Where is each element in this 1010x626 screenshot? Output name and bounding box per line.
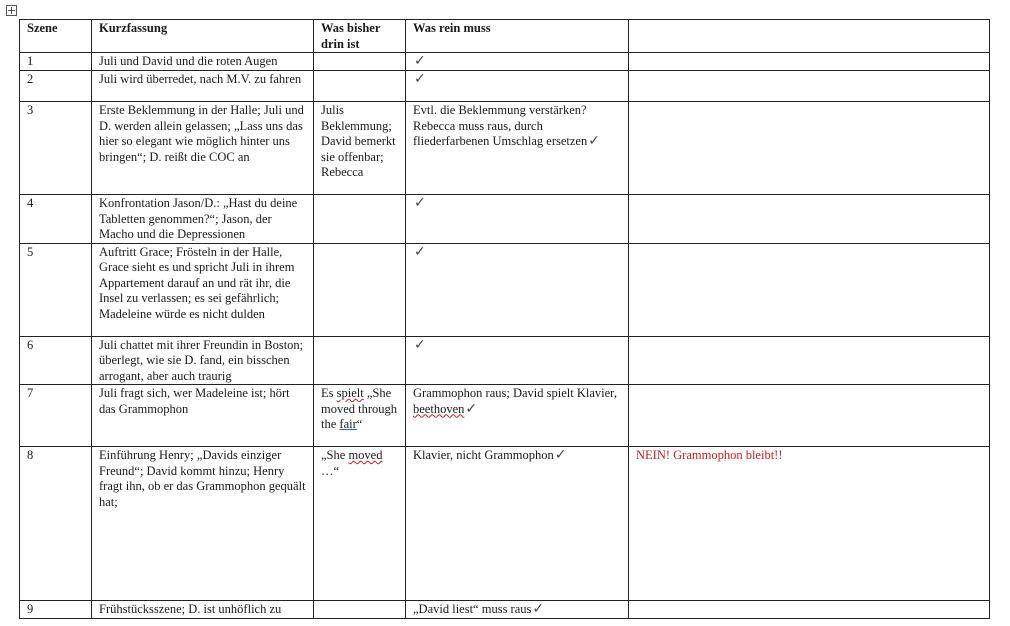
check-icon: ✓ (414, 336, 426, 353)
note-cell[interactable] (629, 102, 990, 195)
table-row (20, 102, 990, 195)
summary-cell[interactable]: Einführung Henry; „Davids einziger Freund“; David kommt hinzu; Henry fragt ihn, ob er das Grammophon gequält hat; (92, 447, 314, 601)
table-row (20, 447, 990, 601)
required-text: Grammophon raus; David spielt Klavier, (413, 386, 617, 400)
required-cell[interactable] (406, 447, 629, 601)
table-move-handle-icon[interactable] (6, 5, 17, 16)
check-icon: ✓ (588, 133, 600, 149)
table-row (20, 195, 990, 244)
scene-number[interactable]: 5 (20, 243, 92, 336)
summary-cell[interactable]: Juli chattet mit ihrer Freundin in Boston; überlegt, wie sie D. fand, ein bisschen arrogant, aber auch traurig (92, 336, 314, 385)
summary-cell[interactable]: Erste Beklemmung in der Halle; Juli und D. werden allein gelassen; „Lass uns das hier so elegant wie möglich hinter uns bringen“; D. reißt die COC an (92, 102, 314, 195)
summary-cell[interactable]: Juli wird überredet, nach M.V. zu fahren (92, 71, 314, 102)
note-cell[interactable] (629, 195, 990, 244)
header-row (20, 20, 990, 53)
header-was-bisher: Was bisher drin ist (314, 20, 406, 53)
existing-cell[interactable] (314, 601, 406, 619)
required-cell[interactable] (406, 243, 629, 336)
required-cell[interactable] (406, 53, 629, 71)
note-cell[interactable]: NEIN! Grammophon bleibt!! (629, 447, 990, 601)
summary-cell[interactable]: Frühstücksszene; D. ist unhöflich zu (92, 601, 314, 619)
existing-cell[interactable] (314, 385, 406, 447)
existing-text: …“ (321, 463, 340, 478)
existing-cell[interactable] (314, 195, 406, 244)
scene-number[interactable]: 7 (20, 385, 92, 447)
required-cell[interactable] (406, 195, 629, 244)
scene-number[interactable]: 8 (20, 447, 92, 601)
required-cell[interactable] (406, 102, 629, 195)
check-icon: ✓ (414, 53, 426, 69)
existing-cell[interactable] (314, 243, 406, 336)
required-text: Klavier, nicht Grammophon (413, 448, 554, 462)
grammar-word: fair (339, 417, 357, 431)
note-cell[interactable] (629, 53, 990, 71)
header-kurzfassung: Kurzfassung (92, 20, 314, 53)
required-cell[interactable] (406, 336, 629, 385)
table-row (20, 385, 990, 447)
required-cell[interactable] (406, 385, 629, 447)
required-text: Evtl. die Beklemmung verstärken? Rebecca muss raus, durch fliederfarbenen Umschlag ersetzen (413, 103, 588, 148)
table-row (20, 53, 990, 71)
header-extra (629, 20, 990, 53)
summary-cell[interactable]: Juli und David und die roten Augen (92, 53, 314, 71)
scene-number[interactable]: 3 (20, 102, 92, 195)
existing-cell[interactable] (314, 71, 406, 102)
check-icon: ✓ (554, 447, 567, 463)
existing-text: „She (321, 448, 349, 462)
required-cell[interactable] (406, 601, 629, 619)
required-cell[interactable] (406, 71, 629, 102)
header-szene: Szene (20, 20, 92, 53)
existing-cell[interactable] (314, 53, 406, 71)
summary-cell[interactable]: Juli fragt sich, wer Madeleine ist; hört das Grammophon (92, 385, 314, 447)
table-row (20, 243, 990, 336)
scene-number[interactable]: 1 (20, 53, 92, 71)
existing-cell[interactable] (314, 336, 406, 385)
check-icon: ✓ (532, 601, 545, 617)
scene-table (19, 19, 990, 619)
scene-number[interactable]: 2 (20, 71, 92, 102)
summary-cell[interactable]: Auftritt Grace; Frösteln in der Halle, Grace sieht es und spricht Juli in ihrem Appartement darauf an und rät ihr, die Insel zu verlassen; es sei gefährlich; Madeleine würde es nicht dulden (92, 243, 314, 336)
existing-text: “ (356, 417, 363, 431)
scene-number[interactable]: 9 (20, 601, 92, 619)
existing-cell[interactable]: Julis Beklemmung; David bemerkt sie offenbar; Rebecca (314, 102, 406, 195)
existing-text: „She moved through the (321, 386, 398, 431)
required-text: „David liest“ muss raus (413, 602, 532, 616)
check-icon: ✓ (414, 195, 426, 211)
summary-cell[interactable]: Konfrontation Jason/D.: „Hast du deine Tabletten genommen?“; Jason, der Macho und die Depressionen (92, 195, 314, 244)
header-was-rein: Was rein muss (406, 20, 629, 53)
existing-cell[interactable] (314, 447, 406, 601)
table-row (20, 601, 990, 619)
check-icon: ✓ (414, 71, 426, 87)
note-cell[interactable] (629, 385, 990, 447)
spellcheck-word: beethoven (413, 401, 465, 416)
spellcheck-word: spielt (336, 386, 364, 400)
scene-number[interactable]: 6 (20, 336, 92, 385)
table-row (20, 336, 990, 385)
note-cell[interactable] (629, 71, 990, 102)
check-icon: ✓ (414, 243, 426, 260)
note-cell[interactable] (629, 243, 990, 336)
spellcheck-word: moved (348, 448, 383, 462)
note-cell[interactable] (629, 601, 990, 619)
check-icon: ✓ (465, 400, 478, 417)
existing-text: Es (321, 386, 337, 400)
note-cell[interactable] (629, 336, 990, 385)
table-row (20, 71, 990, 102)
scene-number[interactable]: 4 (20, 195, 92, 244)
